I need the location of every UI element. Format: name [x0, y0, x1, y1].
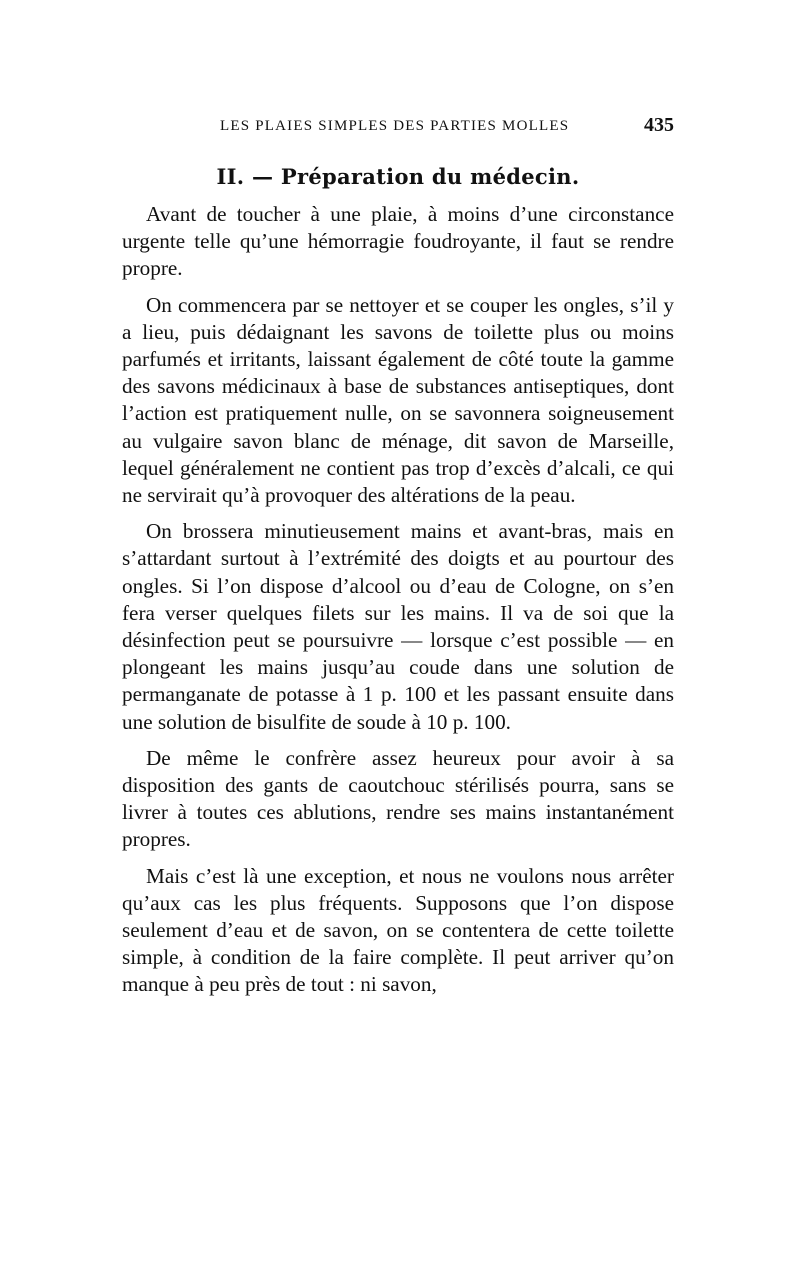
running-title: LES PLAIES SIMPLES DES PARTIES MOLLES	[220, 118, 570, 134]
paragraph: De même le confrère assez heureux pour avoir à sa disposition des gants de caoutchouc stérilisés pourra, sans se livrer à toutes ces ablutions, rendre ses mains instantanément propres.	[122, 745, 674, 852]
running-header	[122, 112, 674, 142]
section-heading: II. — Préparation du médecin.	[216, 164, 580, 189]
body-text	[122, 201, 674, 999]
book-page	[122, 112, 674, 1008]
paragraph: Mais c’est là une exception, et nous ne voulons nous arrêter qu’aux cas les plus fréquents. Supposons que l’on dispose seulement d’eau et de savon, on se contentera de cette toilette simple, à condition de la faire complète. Il peut arriver qu’on manque à peu près de tout : ni savon,	[122, 863, 674, 997]
paragraph: Avant de toucher à une plaie, à moins d’une circonstance urgente telle qu’une hémorragie foudroyante, il faut se rendre propre.	[122, 202, 674, 281]
paragraph: On commencera par se nettoyer et se couper les ongles, s’il y a lieu, puis dédaignant les savons de toilette plus ou moins parfumés et irritants, laissant également de côté toute la gamme des savons médicinaux à base de substances antiseptiques, dont l’action est pratiquement nulle, on se savonnera soigneusement au vulgaire savon blanc de ménage, dit savon de Marseille, lequel généralement ne contient pas trop d’excès d’alcali, ce qui ne servirait qu’à provoquer des altérations de la peau.	[122, 292, 674, 508]
paragraph: On brossera minutieusement mains et avant-bras, mais en s’attardant surtout à l’extrémité des doigts et au pourtour des ongles. Si l’on dispose d’alcool ou d’eau de Cologne, on s’en fera verser quelques filets sur les mains. Il va de soi que la désinfection peut se poursuivre — lorsque c’est possible — en plongeant les mains jusqu’au coude dans une solution de permanganate de potasse à 1 p. 100 et les passant ensuite dans une solution de bisulfite de soude à 10 p. 100.	[122, 519, 674, 734]
page-number: 435	[644, 114, 674, 136]
